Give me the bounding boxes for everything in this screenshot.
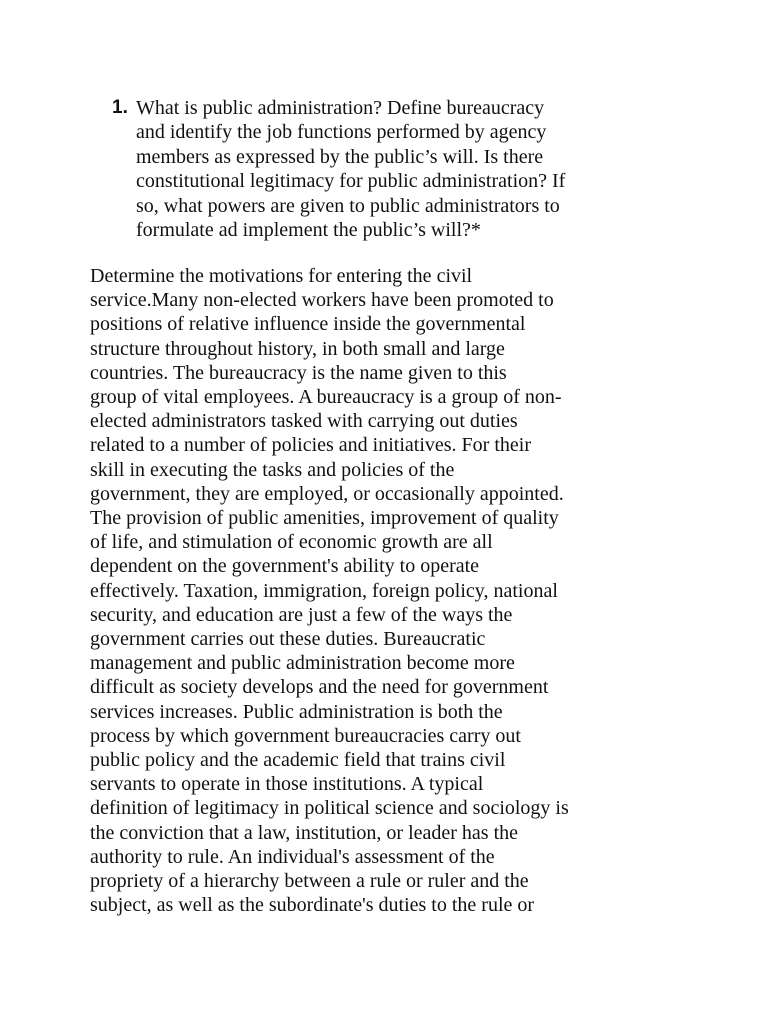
question-text: What is public administration? Define bureaucracy and identify the job functions performed by agency members as expressed by the public’s will. Is there constitutional legitimacy for public administration? If so, what powers are given to public administrators to formulate ad implement the public’s will?* [136,97,566,242]
answer-paragraph: Determine the motivations for entering the civil service.Many non-elected workers have been promoted to positions of relative influence inside the governmental structure throughout history, in both small and large countries. The bureaucracy is the name given to this group of vital employees. A bureaucracy is a group of non- elected administrators tasked with carrying out duties related to a number of policies and initiatives. For their skill in executing the tasks and policies of the government, they are employed, or occasionally appointed. The provision of public amenities, improvement of quality of life, and stimulation of economic growth are all dependent on the government's ability to operate effectively. Taxation, immigration, foreign policy, national security, and education are just a few of the ways the government carries out these duties. Bureaucratic management and public administration become more difficult as society develops and the need for government services increases. Public administration is both the process by which government bureaucracies carry out public policy and the academic field that trains civil servants to operate in those institutions. A typical definition of legitimacy in political science and sociology is the conviction that a law, institution, or leader has the authority to rule. An individual's assessment of the propriety of a hierarchy between a rule or ruler and the subject, as well as the subordinate's duties to the rule or [90,265,569,917]
question-number: 1. [112,97,128,118]
question-item [112,96,672,242]
